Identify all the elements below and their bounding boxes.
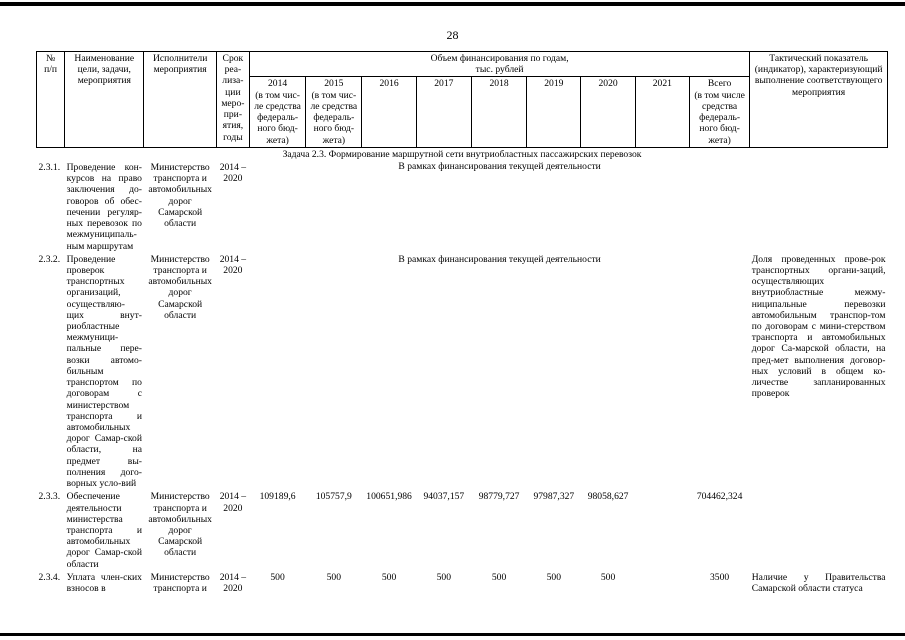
value-2016: 500 (381, 571, 397, 583)
header-funding: Объем финансирования по годам, тыс. рублей (249, 52, 749, 77)
header-term: Срок реа-лиза-ции меро-при-ятия, годы (216, 52, 249, 148)
value-2016: 100651,986 (366, 491, 412, 503)
value-2014: 500 (270, 571, 285, 583)
header-number: № п/п (37, 52, 65, 148)
table-row (37, 161, 888, 253)
row-indicator (750, 490, 888, 571)
header-year-2019: 2019 (527, 77, 581, 147)
row-funding-note: В рамках финансирования текущей деятельности (398, 160, 601, 172)
task-row (37, 147, 888, 161)
row-executor: Министерство транспорта и автомобильных дорог Самарской области (148, 491, 212, 559)
value-2020: 98058,627 (587, 491, 629, 503)
row-number: 2.3.1. (38, 161, 61, 173)
task-title: Задача 2.3. Формирование маршрутной сети внутриобластных пассажирских перевозок (282, 148, 642, 160)
value-2015: 500 (326, 571, 342, 583)
row-name: Обеспечение деятельности министерства транспорта и автомобильных дорог Самар-ской области (66, 491, 142, 570)
value-2018: 98779,727 (478, 491, 520, 503)
row-executor: Министерство транспорта и автомобильных дорог Самарской области (148, 161, 212, 230)
value-2019: 500 (546, 571, 562, 583)
header-executor: Исполнители мероприятия (144, 52, 216, 148)
row-executor: Министерство транспорта и (150, 571, 210, 595)
header-year-2018: 2018 (471, 77, 526, 147)
row-term: 2014 – 2020 (219, 161, 247, 185)
value-2017: 500 (436, 571, 452, 583)
value-total: 704462,324 (696, 491, 743, 503)
value-total: 3500 (710, 571, 730, 583)
row-number: 2.3.3. (38, 491, 61, 503)
row-indicator: Доля проведенных прове-рок транспортных органи-заций, осуществляющих внутриобластные межму-ниципальные перевозки автомобильным транспор-том по договорам с мини-стерством транспорта и автомобильных дорог Са-марской области, на пред-мет выполнения договор-ных условий в общем ко-личестве запланированных проверок (751, 253, 886, 400)
header-year-2020: 2020 (581, 77, 635, 147)
page-number: 28 (446, 28, 459, 42)
header-indicator: Тактический показатель (индикатор), характеризующий выполнение соответствующего мероприятия (750, 52, 888, 148)
table-row (37, 571, 888, 595)
value-2015: 105757,9 (315, 491, 352, 503)
row-funding-note: В рамках финансирования текущей деятельности (398, 253, 601, 265)
table-row (37, 253, 888, 491)
row-number: 2.3.4. (38, 571, 61, 583)
row-term: 2014 – 2020 (219, 571, 247, 595)
value-2021 (635, 490, 689, 571)
value-2020: 500 (600, 571, 616, 583)
row-term: 2014 – 2020 (219, 253, 247, 276)
program-table (36, 51, 888, 595)
row-indicator (750, 161, 888, 253)
value-2019: 97987,327 (533, 491, 575, 503)
value-2021 (635, 571, 689, 595)
row-number: 2.3.2. (38, 253, 61, 265)
header-year-2021: 2021 (635, 77, 689, 147)
value-2014: 109189,6 (259, 491, 296, 503)
row-term: 2014 – 2020 (219, 491, 247, 514)
row-name: Проведение проверок транспортных организаций, осуществляю-щих внут-риобластные межмуници-пальные пере-возки автомо-бильным транспортом по договорам с министерством транспорта и автомобильных дорог Самар-ской области, на предмет вы-полнения дого-ворных усло-вий (66, 253, 142, 490)
table-row (37, 490, 888, 571)
value-2018: 500 (491, 571, 507, 583)
header-year-2017: 2017 (416, 77, 471, 147)
header-year-2015: 2015 (в том чис-ле средства федераль-ного бюд-жета) (306, 77, 362, 147)
header-year-2014: 2014 (в том чис-ле средства федераль-ного бюд-жета) (249, 77, 305, 147)
row-indicator: Наличие у Правительства Самарской области статуса (751, 571, 886, 595)
top-rule (0, 2, 905, 6)
bottom-rule (0, 633, 905, 636)
table-header (37, 52, 888, 148)
header-year-2016: 2016 (362, 77, 416, 147)
header-name: Наименование цели, задачи, мероприятия (65, 52, 144, 148)
row-executor: Министерство транспорта и автомобильных дорог Самарской области (148, 253, 212, 321)
row-name: Проведение кон-курсов на право заключения до-говоров об обес-печении регуляр-ных перевозок по межмуниципаль-ным маршрутам (66, 161, 142, 252)
row-name: Уплата член-ских взносов в (66, 571, 142, 595)
value-2017: 94037,157 (423, 491, 465, 503)
header-total: Всего (в том числе средства федераль-ного бюд-жета) (689, 77, 749, 147)
